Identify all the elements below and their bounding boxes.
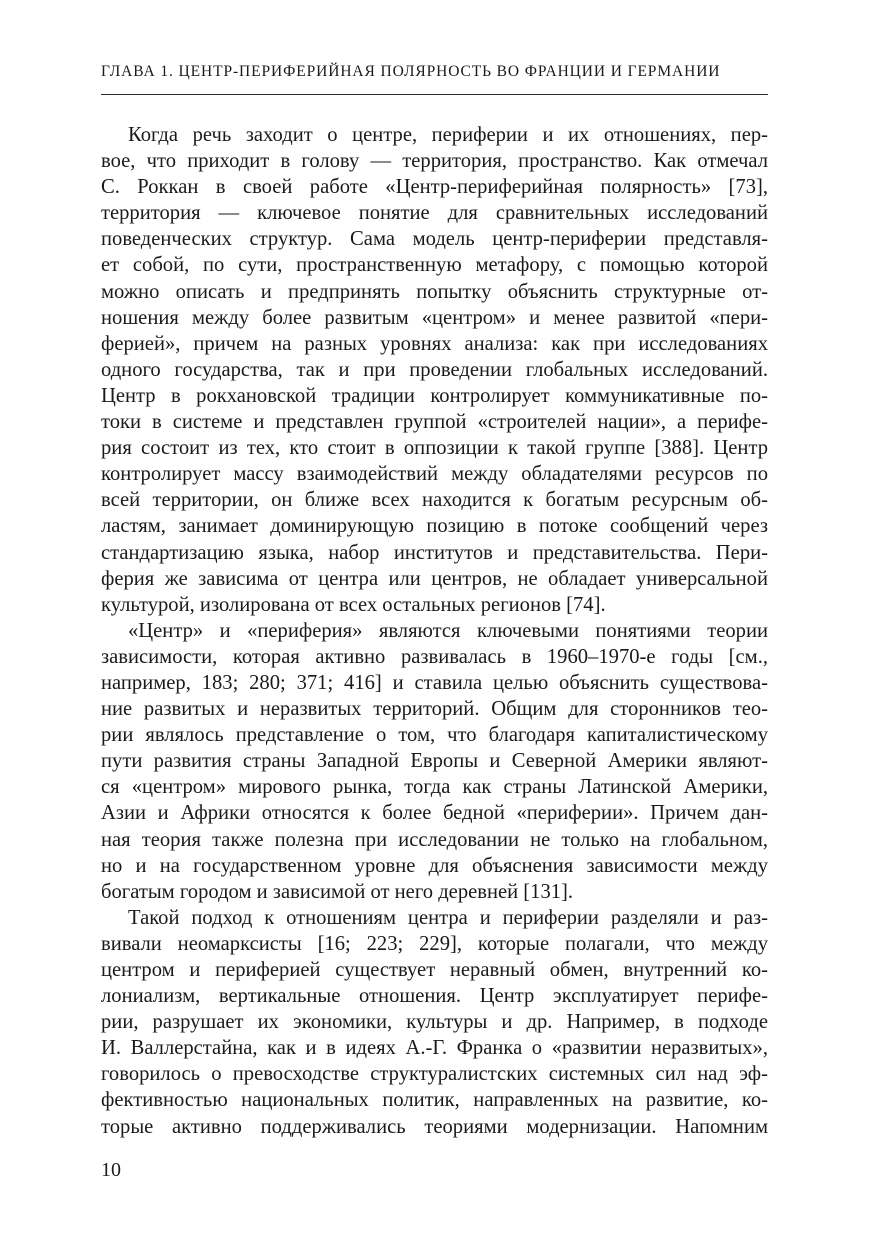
text-line: Такой подход к отношениям центра и периферии разделяли и раз- (128, 906, 768, 929)
text-line: ластям, занимает доминирующую позицию в потоке сообщений через (101, 515, 768, 538)
text-line: поведенческих структур. Сама модель центр-периферии представля- (101, 228, 768, 251)
text-line: ет собой, по сути, пространственную метафору, с помощью которой (101, 254, 768, 277)
text-line: центром и периферией существует неравный обмен, внутренний ко- (101, 959, 768, 981)
text-line: торые активно поддерживались теориями модернизации. Напомним (101, 1115, 768, 1138)
page-number: 10 (101, 1159, 121, 1181)
text-line: стандартизацию языка, набор институтов и представительства. Пери- (101, 541, 768, 564)
text-line: пути развития страны Западной Европы и Северной Америки являют- (101, 750, 768, 773)
text-line: ние развитых и неразвитых территорий. Общим для сторонников тео- (101, 698, 768, 721)
text-line: рия состоит из тех, кто стоит в оппозиции к такой группе [388]. Центр (101, 437, 768, 460)
text-line: зависимости, которая активно развивалась в 1960–1970-е годы [см., (101, 645, 768, 668)
text-line: токи в системе и представлен группой «строителей нации», а перифе- (101, 411, 768, 434)
text-line: ферия же зависима от центра или центров, не обладает универсальной (101, 567, 768, 590)
text-line: можно описать и предпринять попытку объяснить структурные от- (101, 280, 768, 303)
text-line: вое, что приходит в голову — территория, пространство. Как отмечал (101, 150, 768, 173)
text-line: И. Валлерстайна, как и в идеях А.-Г. Франка о «развитии неразвитых», (101, 1037, 768, 1060)
text-line: вивали неомарксисты [16; 223; 229], которые полагали, что между (101, 932, 768, 955)
text-line: богатым городом и зависимой от него деревней [131]. (101, 880, 574, 903)
text-line: говорилось о превосходстве структуралистских системных сил над эф- (101, 1063, 768, 1086)
text-line: рии, разрушает их экономики, культуры и др. Например, в подходе (101, 1011, 768, 1034)
text-line: одного государства, так и при проведении глобальных исследований. (101, 358, 768, 381)
paragraph-1 (101, 122, 768, 618)
text-line: Центр в рокхановской традиции контролирует коммуникативные по- (101, 384, 768, 407)
text-line: ная теория также полезна при исследовании не только на глобальном, (101, 828, 768, 851)
text-line: ся «центром» мирового рынка, тогда как страны Латинской Америки, (101, 776, 768, 799)
text-line: всей территории, он ближе всех находится к богатым ресурсным об- (101, 489, 768, 512)
text-line: но и на государственном уровне для объяснения зависимости между (101, 854, 768, 877)
text-line: ношения между более развитым «центром» и менее развитой «пери- (101, 306, 768, 329)
body-text (101, 122, 768, 1140)
text-line: Когда речь заходит о центре, периферии и их отношениях, пер- (128, 124, 768, 146)
text-line: рии являлось представление о том, что благодаря капиталистическому (101, 724, 768, 747)
text-line: фективностью национальных политик, направленных на развитие, ко- (101, 1089, 768, 1112)
running-header: ГЛАВА 1. ЦЕНТР-ПЕРИФЕРИЙНАЯ ПОЛЯРНОСТЬ ВО ФРАНЦИИ И ГЕРМАНИИ (101, 63, 721, 80)
paragraph-3 (101, 905, 768, 1140)
text-line: Азии и Африки относятся к более бедной «периферии». Причем дан- (101, 802, 768, 825)
text-line: ферией», причем на разных уровнях анализа: как при исследованиях (101, 332, 768, 355)
text-line: территория — ключевое понятие для сравнительных исследований (101, 202, 768, 225)
text-line: С. Роккан в своей работе «Центр-периферийная полярность» [73], (101, 176, 768, 199)
paragraph-2 (101, 618, 768, 905)
text-line: лониализм, вертикальные отношения. Центр эксплуатирует перифе- (101, 985, 768, 1008)
text-line: контролирует массу взаимодействий между обладателями ресурсов по (101, 463, 768, 486)
text-line: культурой, изолирована от всех остальных регионов [74]. (101, 593, 606, 616)
text-line: например, 183; 280; 371; 416] и ставила целью объяснить существова- (101, 671, 768, 694)
header-divider (101, 94, 768, 95)
text-line: «Центр» и «периферия» являются ключевыми понятиями теории (128, 619, 768, 642)
